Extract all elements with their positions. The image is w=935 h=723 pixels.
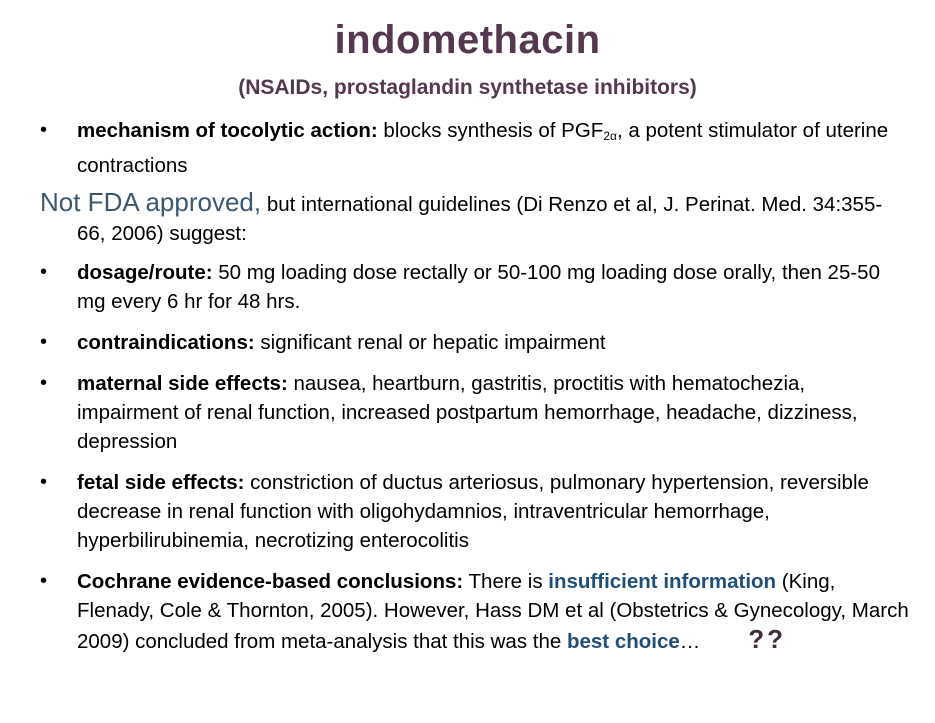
bullet-fetal (40, 468, 910, 555)
best-choice-highlight: best choice (566, 630, 680, 653)
mechanism-text-after: , a potent stimulator of uterine contractions (77, 119, 889, 177)
fda-text: but international guidelines (Di Renzo et al, J. Perinat. Med. 34:355-66, 2006) suggest: (77, 193, 883, 245)
bullet-contraindications (40, 328, 910, 357)
bullet-mechanism (40, 116, 910, 180)
bullet-dot: • (40, 261, 48, 283)
bullet-dot: • (40, 119, 48, 141)
cochrane-label: Cochrane evidence-based conclusions: (77, 570, 464, 593)
bullet-dot: • (40, 331, 48, 353)
bullet-dot: • (40, 570, 48, 592)
fda-highlight: Not FDA approved, (40, 187, 262, 217)
dosage-text: 50 mg loading dose rectally or 50-100 mg loading dose orally, then 25-50 mg every 6 hr for 48 hrs. (77, 261, 880, 313)
cochrane-text2: (King, Flenady, Cole & Thornton, 2005). However, Hass DM et al (Obstetrics & Gynecology, March 2009) concluded from meta-analysis that this was the (77, 570, 909, 653)
question-marks: ?? (748, 624, 787, 654)
insufficient-information-highlight: insufficient information (548, 570, 777, 593)
fetal-text: constriction of ductus arteriosus, pulmonary hypertension, reversible decrease in renal function with oligohydamnios, intraventricular hemorrhage, hyperbilirubinemia, necrotizing enterocolitis (77, 471, 869, 552)
maternal-text: nausea, heartburn, gastritis, proctitis with hematochezia, impairment of renal function, increased postpartum hemorrhage, headache, dizziness, depression (77, 372, 858, 453)
contraindications-text: significant renal or hepatic impairment (254, 331, 606, 354)
mechanism-subscript: 2α (603, 129, 617, 143)
mechanism-text-before: blocks synthesis of PGF (377, 119, 604, 142)
bullet-maternal (40, 369, 910, 456)
bullet-dot: • (40, 372, 48, 394)
bullet-dosage (40, 258, 910, 316)
dosage-label: dosage/route: (77, 261, 213, 284)
fda-note (40, 188, 910, 248)
fetal-label: fetal side effects: (77, 471, 245, 494)
mechanism-label: mechanism of tocolytic action: (77, 119, 378, 142)
slide-content (40, 116, 910, 656)
cochrane-text1: There is (463, 570, 549, 593)
slide-subtitle: (NSAIDs, prostaglandin synthetase inhibitors) (238, 76, 697, 99)
contraindications-label: contraindications: (77, 331, 255, 354)
maternal-label: maternal side effects: (77, 372, 288, 395)
bullet-cochrane (40, 567, 910, 656)
slide-title: indomethacin (334, 18, 601, 62)
cochrane-text3: … (679, 630, 701, 653)
bullet-dot: • (40, 471, 48, 493)
